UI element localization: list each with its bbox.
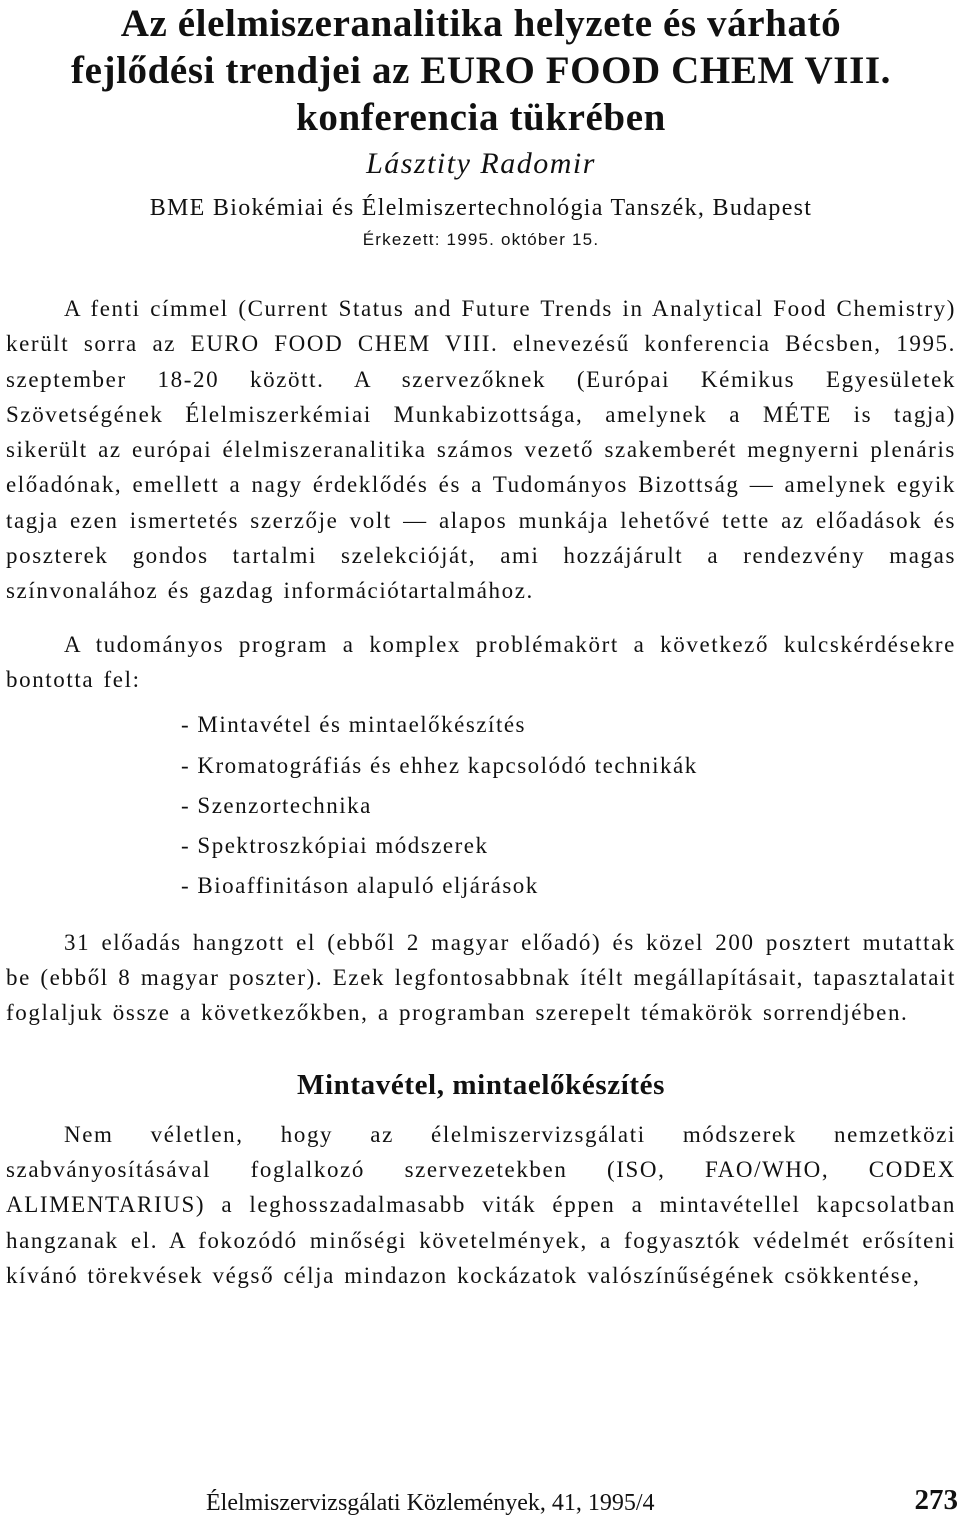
list-item: - Bioaffinitáson alapuló eljárások bbox=[181, 873, 539, 899]
article-title bbox=[6, 0, 956, 141]
page-footer bbox=[0, 1484, 960, 1518]
intro-paragraph: A fenti címmel (Current Status and Future Trends in Analytical Food Chemistry) került sorra az EURO FOOD CHEM VIII. elnevezésű konferencia Bécsben, 1995. szeptember 18-20 között. A szervezőknek (Európai Kémikus Egyesületek Szövetségének Élelmiszerkémiai Munkabizottsága, amelynek a MÉTE is tagja) sikerült az európai élelmiszeranalitika számos vezető szakemberét megnyerni plenáris előadónak, emellett a nagy érdeklődés és a Tudományos Bizottság — amelynek egyik tagja ezen ismertetés szerzője volt — alapos munkája lehetővé tette az előadások és poszterek gondos tartalmi szelekcióját, ami hozzájárult a rendezvény magas színvonalához és gazdag információtartalmához. bbox=[6, 296, 956, 604]
topic-list bbox=[6, 705, 956, 906]
sampling-paragraph: Nem véletlen, hogy az élelmiszervizsgálati módszerek nemzetközi szabványosításával foglalkozó szervezetekben (ISO, FAO/WHO, CODEX ALIMENTARIUS) a leghosszadalmasabb viták éppen a mintavétellel kapcsolatban hangzanak el. A fokozódó minőségi követelmények, a fogyasztók védelmét erősíteni kívánó törekvések végső célja mindazon kockázatok valószínűségének csökkentése, bbox=[6, 1121, 956, 1288]
list-item: - Kromatográfiás és ehhez kapcsolódó technikák bbox=[181, 752, 698, 778]
list-item: - Szenzortechnika bbox=[181, 792, 372, 818]
list-item: - Spektroszkópiai módszerek bbox=[181, 833, 489, 859]
author-affiliation: BME Biokémiai és Élelmiszertechnológia Tanszék, Budapest bbox=[149, 195, 813, 221]
received-date: Érkezett: 1995. október 15. bbox=[362, 230, 600, 249]
author-name: Lásztity Radomir bbox=[366, 147, 596, 180]
section-heading: Mintavétel, mintaelőkészítés bbox=[297, 1068, 665, 1101]
journal-citation: Élelmiszervizsgálati Közlemények, 41, 1995/4 bbox=[206, 1490, 655, 1516]
title-line: fejlődési trendjei az EURO FOOD CHEM VIII. bbox=[71, 49, 891, 92]
page-number: 273 bbox=[914, 1484, 958, 1516]
title-line: konferencia tükrében bbox=[296, 96, 666, 139]
program-paragraph: A tudományos program a komplex problémakört a következő kulcskérdésekre bontotta fel: bbox=[6, 631, 956, 692]
summary-paragraph: 31 előadás hangzott el (ebből 2 magyar előadó) és közel 200 posztert mutattak be (ebből 8 magyar poszter). Ezek legfontosabbnak ítélt megállapításait, tapasztalatait foglaljuk össze a következőkben, a programban szerepelt témakörök sorrendjében. bbox=[6, 929, 956, 1026]
list-item: - Mintavétel és mintaelőkészítés bbox=[181, 712, 526, 738]
title-line: Az élelmiszeranalitika helyzete és várható bbox=[120, 2, 842, 45]
